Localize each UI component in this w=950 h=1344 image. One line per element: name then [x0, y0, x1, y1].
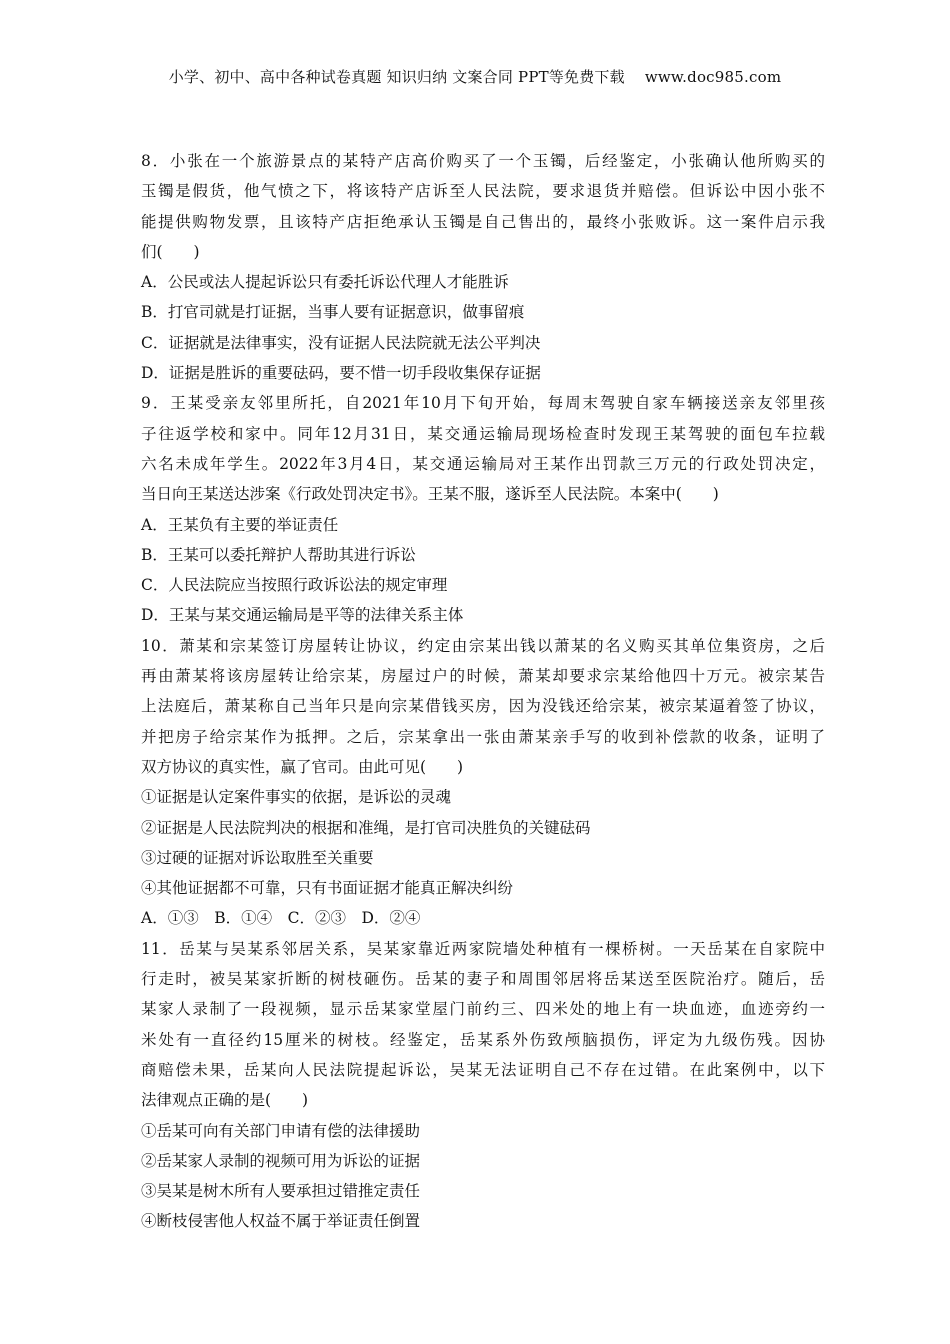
- statement-1: ①岳某可向有关部门申请有偿的法律援助: [141, 1121, 421, 1140]
- question-stem-line: 们( ): [141, 242, 200, 261]
- statement-2: ②证据是人民法院判决的根据和准绳，是打官司决胜负的关键砝码: [141, 818, 591, 837]
- question-10: [141, 631, 825, 934]
- question-stem-line: 行走时，被吴某家折断的树枝砸伤。岳某的妻子和周围邻居将岳某送至医院治疗。随后，岳: [141, 970, 825, 989]
- option-a: A．王某负有主要的举证责任: [141, 515, 339, 534]
- question-stem-line: 米处有一直径约15厘米的树枝。经鉴定，岳某系外伤致颅脑损伤，评定为九级伤残。因协: [141, 1030, 825, 1049]
- option-b: B．打官司就是打证据，当事人要有证据意识，做事留痕: [141, 303, 525, 322]
- question-stem-line: 能提供购物发票，且该特产店拒绝承认玉镯是自己售出的，最终小张败诉。这一案件启示我: [141, 212, 825, 231]
- question-stem-line: 11．岳某与吴某系邻居关系，吴某家靠近两家院墙处种植有一棵桥树。一天岳某在自家院中: [141, 939, 825, 958]
- option-d: D．证据是胜诉的重要砝码，要不惜一切手段收集保存证据: [141, 364, 541, 383]
- question-stem-line: 法律观点正确的是( ): [141, 1091, 309, 1110]
- document-body: [141, 146, 825, 1237]
- statement-3: ③过硬的证据对诉讼取胜至关重要: [141, 848, 374, 867]
- question-stem-line: 8．小张在一个旅游景点的某特产店高价购买了一个玉镯，后经鉴定，小张确认他所购买的: [141, 152, 825, 170]
- header-site-link[interactable]: www.doc985.com: [644, 68, 782, 86]
- question-stem-line: 子往返学校和家中。同年12月31日，某交通运输局现场检查时发现王某驾驶的面包车拉载: [141, 424, 825, 443]
- question-stem-line: 玉镯是假货，他气愤之下，将该特产店诉至人民法院，要求退货并赔偿。但诉讼中因小张不: [141, 182, 825, 201]
- statement-2: ②岳某家人录制的视频可用为诉讼的证据: [141, 1151, 421, 1170]
- question-stem-line: 六名未成年学生。2022年3月4日，某交通运输局对王某作出罚款三万元的行政处罚决定，: [141, 454, 825, 473]
- question-stem-line: 某家人录制了一段视频，显示岳某家堂屋门前约三、四米处的地上有一块血迹，血迹旁约一: [141, 1000, 825, 1019]
- question-stem-line: 上法庭后，萧某称自己当年只是向宗某借钱买房，因为没钱还给宗某，被宗某逼着签了协议，: [141, 697, 825, 716]
- question-stem-line: 并把房子给宗某作为抵押。之后，宗某拿出一张由萧某亲手写的收到补偿款的收条，证明了: [141, 727, 825, 746]
- statement-3: ③吴某是树木所有人要承担过错推定责任: [141, 1182, 421, 1201]
- question-stem-line: 再由萧某将该房屋转让给宗某，房屋过户的时候，萧某却要求宗某给他四十万元。被宗某告: [141, 667, 825, 686]
- option-c: C．人民法院应当按照行政诉讼法的规定审理: [141, 576, 448, 595]
- option-c: C．证据就是法律事实，没有证据人民法院就无法公平判决: [141, 333, 541, 352]
- question-stem-line: 10．萧某和宗某签订房屋转让协议，约定由宗某出钱以萧某的名义购买其单位集资房，之后: [141, 636, 825, 655]
- question-stem-line: 商赔偿未果，岳某向人民法院提起诉讼，吴某无法证明自己不存在过错。在此案例中，以下: [141, 1060, 825, 1079]
- page-header: [0, 66, 950, 87]
- question-9: [141, 388, 825, 630]
- statement-4: ④断枝侵害他人权益不属于举证责任倒置: [141, 1212, 421, 1231]
- option-b: B．王某可以委托辩护人帮助其进行诉讼: [141, 545, 416, 564]
- question-stem-line: 双方协议的真实性，赢了官司。由此可见( ): [141, 757, 464, 776]
- option-a: A．公民或法人提起诉讼只有委托诉讼代理人才能胜诉: [141, 273, 509, 292]
- statement-1: ①证据是认定案件事实的依据，是诉讼的灵魂: [141, 788, 452, 807]
- answer-choices: A．①③ B．①④ C．②③ D．②④: [141, 909, 421, 928]
- header-text: 小学、初中、高中各种试卷真题 知识归纳 文案合同 PPT等免费下载: [168, 68, 625, 86]
- question-8: [141, 146, 825, 388]
- option-d: D．王某与某交通运输局是平等的法律关系主体: [141, 606, 464, 625]
- question-11: [141, 934, 825, 1237]
- question-stem-line: 9．王某受亲友邻里所托，自2021年10月下旬开始，每周末驾驶自家车辆接送亲友邻里孩: [141, 394, 825, 413]
- statement-4: ④其他证据都不可靠，只有书面证据才能真正解决纠纷: [141, 879, 514, 898]
- question-stem-line: 当日向王某送达涉案《行政处罚决定书》。王某不服，遂诉至人民法院。本案中( ): [141, 485, 719, 504]
